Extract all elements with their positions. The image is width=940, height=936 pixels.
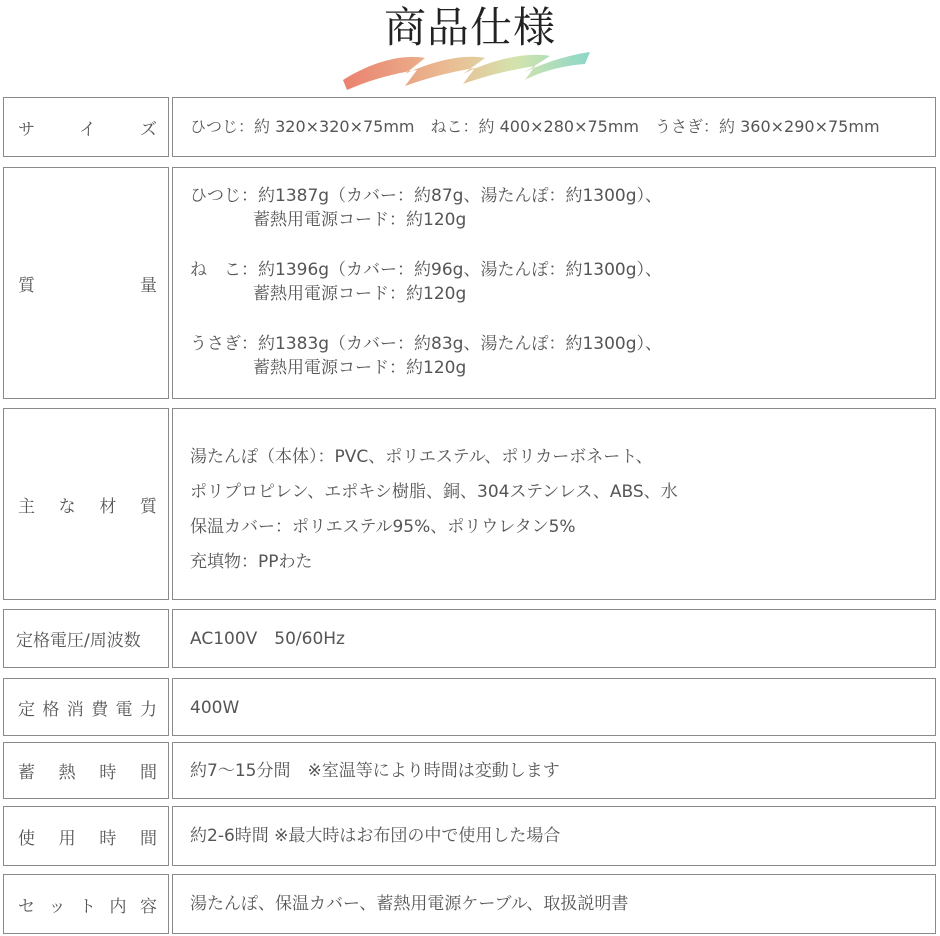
spec-value-power: 400W xyxy=(190,698,240,718)
spec-label-cell xyxy=(3,742,169,799)
spec-label-cell xyxy=(3,97,169,157)
spec-value-cell xyxy=(172,408,936,600)
spec-row-contents xyxy=(3,874,936,934)
spec-label-cell xyxy=(3,806,169,866)
spec-label-materials: 主 な 材 質 xyxy=(18,496,157,517)
spec-value-cell xyxy=(172,678,936,736)
spec-value-materials: 湯たんぽ（本体）：PVC、ポリエステル、ポリカーボネート、 ポリプロピレン、エポキシ樹脂、銅、304ステンレス、ABS、水 保温カバー：ポリエステル95%、ポリウレタン5% 充填物：PPわた xyxy=(190,447,678,572)
spec-row-heat-time xyxy=(3,742,936,799)
spec-label-voltage: 定格電圧/周波数 xyxy=(16,631,141,651)
spec-row-weight xyxy=(3,167,936,399)
spec-row-usage-time xyxy=(3,806,936,866)
spec-value-heat-time: 約7～15分間 ※室温等により時間は変動します xyxy=(190,761,560,781)
spec-label-usage-time: 使 用 時 間 xyxy=(18,828,157,849)
spec-value-voltage: AC100V 50/60Hz xyxy=(190,629,345,649)
spec-label-cell xyxy=(3,167,169,399)
spec-label-contents: セ ッ ト 内 容 xyxy=(18,896,157,917)
spec-value-cell xyxy=(172,742,936,799)
spec-label-cell xyxy=(3,874,169,934)
spec-label-power: 定 格 消 費 電 力 xyxy=(18,699,157,720)
spec-value-contents: 湯たんぽ、保温カバー、蓄熱用電源ケーブル、取扱説明書 xyxy=(190,894,629,914)
spec-value-cell xyxy=(172,874,936,934)
spec-value-cell xyxy=(172,97,936,157)
spec-value-cell xyxy=(172,806,936,866)
spec-row-voltage xyxy=(3,609,936,668)
spec-row-materials xyxy=(3,408,936,600)
spec-value-size: ひつじ：約 320×320×75mm ねこ：約 400×280×75mm うさぎ：約 360×290×75mm xyxy=(190,117,880,136)
spec-value-cell xyxy=(172,167,936,399)
spec-label-cell xyxy=(3,609,169,668)
spec-label-heat-time: 蓄 熱 時 間 xyxy=(18,763,157,783)
spec-label-cell xyxy=(3,678,169,736)
spec-label-size: サ イ ズ xyxy=(18,119,157,140)
spec-value-cell xyxy=(172,609,936,668)
spec-row-size xyxy=(3,97,936,157)
title-area xyxy=(0,0,940,96)
spec-value-usage-time: 約2-6時間 ※最大時はお布団の中で使用した場合 xyxy=(190,826,561,846)
page-title: 商品仕様 xyxy=(383,3,556,52)
spec-value-weight: ひつじ：約1387g（カバー：約87g、湯たんぽ：約1300g）、 蓄熱用電源コード：約120g ね こ：約1396g（カバー：約96g、湯たんぽ：約1300g）、 蓄熱用電源コード：約120g うさぎ：約1383g（カバー：約83g、湯たんぽ：約1300g）、 蓄熱用電源コード：約120g xyxy=(190,186,663,378)
spec-row-power xyxy=(3,678,936,736)
spec-label-cell xyxy=(3,408,169,600)
spec-label-weight: 質 量 xyxy=(18,275,157,296)
